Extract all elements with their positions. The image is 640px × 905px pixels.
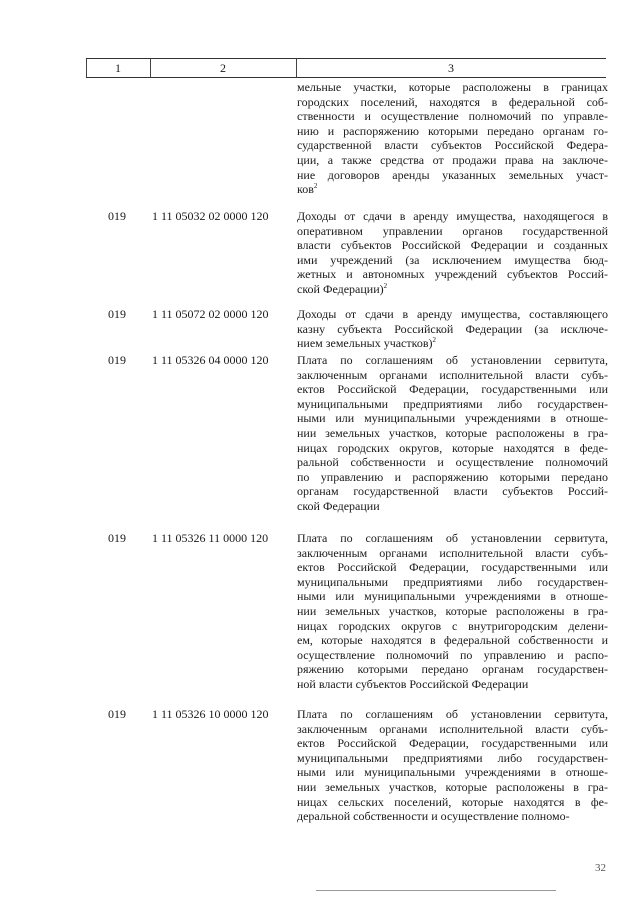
description-line: ными или муниципальными учреждениями в отноше- — [297, 411, 608, 426]
description-line: ницах городских округов с внутригородским делени- — [297, 618, 608, 633]
description-line: городских поселений, находятся в федеральной соб- — [297, 94, 608, 109]
row-description — [297, 209, 608, 297]
description-line: мельные участки, которые расположены в границах — [297, 80, 608, 94]
description-line: заключенным органами исполнительной власти субъ- — [297, 367, 608, 382]
description-line: нии земельных участков, которые расположены в гра- — [297, 779, 608, 794]
description-line: ков$^2$ — [297, 182, 318, 197]
description-line: ими учреждений (за исключением имущества бюд- — [297, 252, 608, 267]
description-line: Доходы от сдачи в аренду имущества, находящегося в — [297, 209, 608, 223]
description-line: Доходы от сдачи в аренду имущества, составляющего — [297, 307, 608, 321]
row-budget-code: 1 11 05072 02 0000 120 — [152, 307, 269, 321]
table-header — [86, 58, 606, 78]
description-line: власти субъектов Российской Федерации и созданных — [297, 238, 608, 253]
row-admin-code: 019 — [108, 353, 126, 367]
description-line: ектов Российской Федерации, государственными или — [297, 382, 608, 397]
description-line: нии земельных участков, которые расположены в гра- — [297, 603, 608, 618]
row-description — [297, 80, 608, 197]
footer-rule — [316, 890, 556, 891]
description-line: заключенным органами исполнительной власти субъ- — [297, 545, 608, 560]
row-budget-code: 1 11 05326 11 0000 120 — [152, 531, 269, 545]
row-budget-code: 1 11 05326 04 0000 120 — [152, 353, 269, 367]
description-line: ние договоров аренды указанных земельных участ- — [297, 167, 608, 182]
description-line: ектов Российской Федерации, государственными или — [297, 736, 608, 751]
description-line: ными или муниципальными учреждениями в отноше- — [297, 765, 608, 780]
description-line: заключенным органами исполнительной власти субъ- — [297, 721, 608, 736]
description-line: ектов Российской Федерации, государственными или — [297, 560, 608, 575]
description-line: ницах сельских поселений, которые находятся в фе- — [297, 794, 608, 809]
row-description — [297, 531, 608, 692]
row-admin-code: 019 — [108, 707, 126, 721]
description-line: ницах городских округов, которые находятся в феде- — [297, 440, 608, 455]
row-description — [297, 353, 608, 514]
description-line: муниципальными предприятиями либо государствен- — [297, 396, 608, 411]
row-description — [297, 707, 608, 824]
description-line: ской Федерации)$^2$ — [297, 281, 388, 296]
description-line: ряжению которыми передано органам государствен- — [297, 662, 608, 677]
row-budget-code: 1 11 05326 10 0000 120 — [152, 707, 269, 721]
description-line: осуществление полномочий по управлению и распо- — [297, 647, 608, 662]
description-line: сударственной власти субъектов Российской Федера- — [297, 138, 608, 153]
row-description — [297, 307, 608, 351]
description-line: по управлению и распоряжению которыми передано — [297, 469, 608, 484]
header-col-3: 3 — [448, 61, 454, 75]
row-budget-code: 1 11 05032 02 0000 120 — [152, 209, 269, 223]
row-admin-code: 019 — [108, 531, 126, 545]
description-line: ральной собственности и осуществление полномочий — [297, 455, 608, 470]
description-line: деральной собственности и осуществление полномо- — [297, 809, 570, 824]
footnote-mark: 2 — [313, 182, 318, 191]
description-line: нием земельных участков)$^2$ — [297, 336, 437, 351]
description-line: оперативном управлении органов государственной — [297, 223, 608, 238]
footnote-mark: 2 — [383, 281, 388, 290]
page-number: 32 — [595, 862, 606, 874]
description-line: Плата по соглашениям об установлении сервитута, — [297, 353, 608, 367]
header-col-1: 1 — [115, 61, 121, 75]
description-line: ными или муниципальными учреждениями в отноше- — [297, 589, 608, 604]
description-line: органам государственной власти субъектов Россий- — [297, 484, 608, 499]
description-line: жетных и автономных учреждений субъектов Россий- — [297, 267, 608, 282]
description-line: ем, которые находятся в федеральной собственности и — [297, 633, 608, 648]
description-line: муниципальными предприятиями либо государствен- — [297, 750, 608, 765]
description-line: ной власти субъектов Российской Федерации — [297, 676, 529, 691]
description-line: ственности и осуществление полномочий по управле- — [297, 109, 608, 124]
description-line: ской Федерации — [297, 498, 380, 513]
description-line: Плата по соглашениям об установлении сервитута, — [297, 531, 608, 545]
footnote-mark: 2 — [432, 336, 437, 345]
row-admin-code: 019 — [108, 209, 126, 223]
description-line: казну субъекта Российской Федерации (за исключе- — [297, 321, 608, 336]
description-line: нии земельных участков, которые расположены в гра- — [297, 425, 608, 440]
description-line: муниципальными предприятиями либо государствен- — [297, 574, 608, 589]
description-line: нию и распоряжению которыми передано органам го- — [297, 123, 608, 138]
header-col-2: 2 — [220, 61, 226, 75]
description-line: ции, а также средства от продажи права на заключе- — [297, 152, 608, 167]
description-line: Плата по соглашениям об установлении сервитута, — [297, 707, 608, 721]
row-admin-code: 019 — [108, 307, 126, 321]
